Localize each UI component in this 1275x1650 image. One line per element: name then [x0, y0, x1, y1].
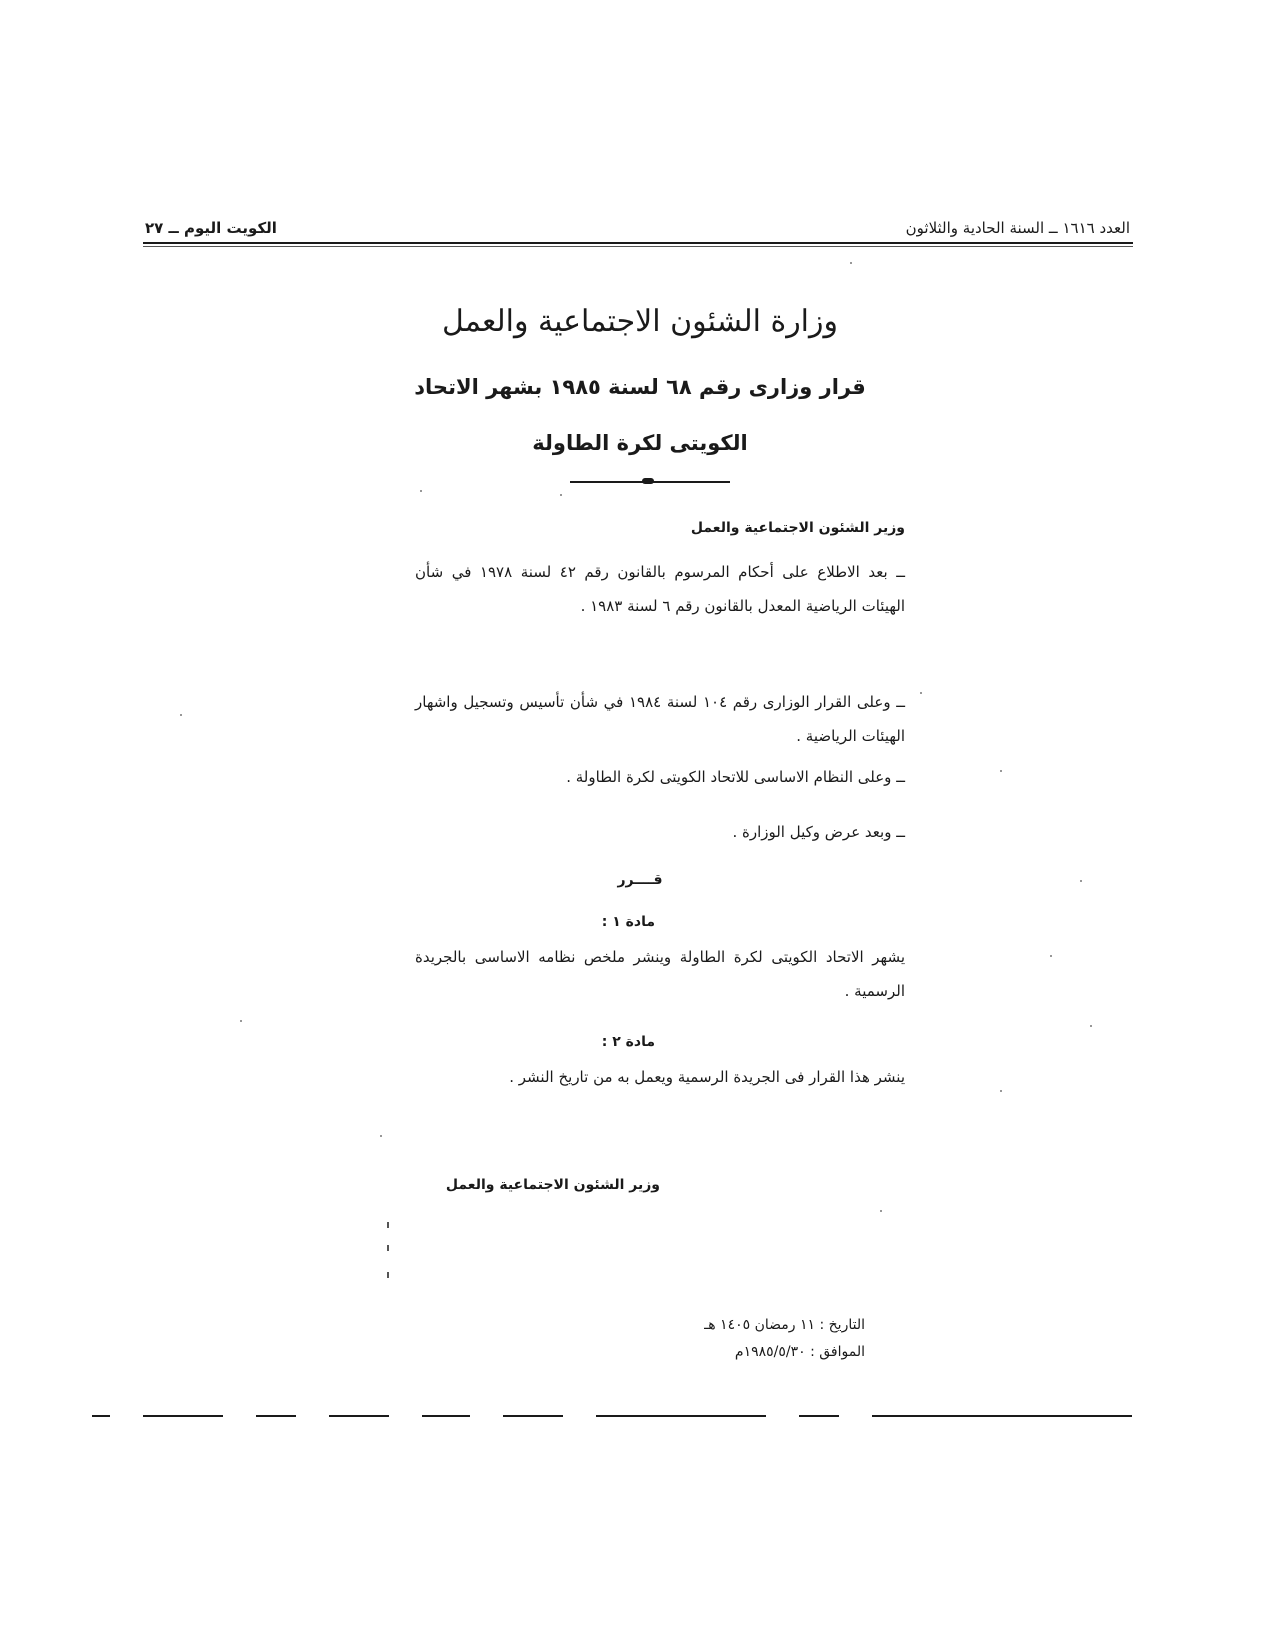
scan-speck: [880, 1210, 882, 1212]
title-divider-ornament: [642, 478, 654, 484]
ministry-title: وزارة الشئون الاجتماعية والعمل: [441, 304, 838, 339]
scan-speck: [380, 1135, 382, 1137]
hijri-date: التاريخ : ١١ رمضان ١٤٠٥ هـ: [704, 1317, 865, 1333]
footer-rule-segment: [799, 1415, 839, 1417]
page-number: الكويت اليوم ــ ٢٧: [145, 219, 277, 237]
scan-speck: [920, 692, 922, 694]
minister-signature: وزير الشئون الاجتماعية والعمل: [445, 1177, 660, 1193]
footer-rule-segment: [503, 1415, 563, 1417]
preamble-clause-2: ــ وعلى القرار الوزارى رقم ١٠٤ لسنة ١٩٨٤ في شأن تأسيس وتسجيل واشهار الهيئات الرياضية .: [415, 693, 905, 745]
scan-speck: [560, 494, 562, 496]
header-rule: [143, 242, 1133, 244]
scan-speck: [1050, 955, 1052, 957]
scan-speck: [850, 262, 852, 264]
scan-speck: [180, 714, 182, 716]
footer-rule-segment: [596, 1415, 766, 1417]
article-1-label: مادة ١ :: [601, 914, 655, 930]
footer-rule-segment: [256, 1415, 296, 1417]
gregorian-date: الموافق : ١٩٨٥/٥/٣٠م: [734, 1344, 865, 1360]
article-2-text: ينشر هذا القرار فى الجريدة الرسمية ويعمل به من تاريخ النشر .: [509, 1068, 905, 1086]
decree-title-line2: الكويتى لكرة الطاولة: [532, 431, 748, 455]
margin-mark: [387, 1222, 389, 1228]
margin-mark: [387, 1245, 389, 1251]
article-2-label: مادة ٢ :: [601, 1034, 655, 1050]
scan-speck: [1080, 880, 1082, 882]
scan-speck: [420, 490, 422, 492]
footer-rule-segment: [329, 1415, 389, 1417]
scan-speck: [1000, 770, 1002, 772]
decides-heading: قــــرر: [617, 872, 663, 888]
header-rule-thin: [143, 246, 1133, 247]
article-1-text: يشهر الاتحاد الكويتى لكرة الطاولة وينشر ملخص نظامه الاساسى بالجريدة الرسمية .: [415, 948, 905, 1000]
margin-mark: [387, 1272, 389, 1278]
scan-speck: [1000, 1090, 1002, 1092]
preamble-clause-1: ــ بعد الاطلاع على أحكام المرسوم بالقانون رقم ٤٢ لسنة ١٩٧٨ في شأن الهيئات الرياضية المعدل بالقانون رقم ٦ لسنة ١٩٨٣ .: [415, 563, 905, 615]
footer-rule-segment: [422, 1415, 470, 1417]
issue-number: العدد ١٦١٦ ــ السنة الحادية والثلاثون: [905, 219, 1130, 237]
preamble-clause-3: ــ وعلى النظام الاساسى للاتحاد الكويتى لكرة الطاولة .: [566, 768, 905, 786]
scan-speck: [240, 1020, 242, 1022]
preamble-clause-4: ــ وبعد عرض وكيل الوزارة .: [732, 823, 905, 841]
minister-heading: وزير الشئون الاجتماعية والعمل: [690, 520, 905, 536]
footer-rule-segment: [872, 1415, 1132, 1417]
decree-title-line1: قرار وزارى رقم ٦٨ لسنة ١٩٨٥ بشهر الاتحاد: [414, 375, 866, 399]
footer-rule: [92, 1415, 1132, 1417]
footer-rule-segment: [92, 1415, 110, 1417]
footer-rule-segment: [143, 1415, 223, 1417]
scan-speck: [1090, 1025, 1092, 1027]
